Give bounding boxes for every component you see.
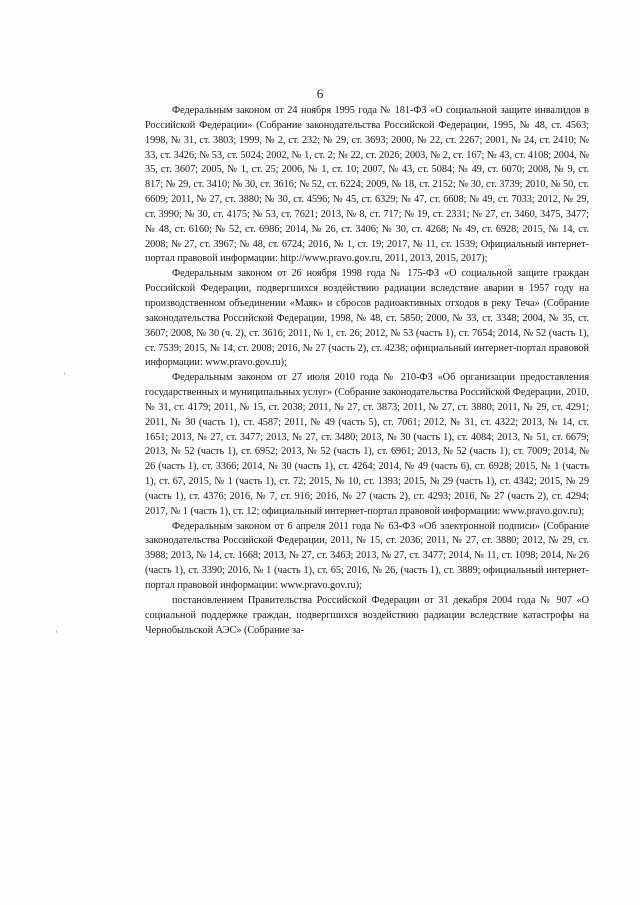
page-number: 6: [316, 86, 324, 101]
paragraph-law-175fz: Федеральным законом от 26 ноября 1998 года № 175-ФЗ «О социальной защите граждан Российской Федерации, подвергшихся воздействию радиации вследствие аварии в 1957 году на производственном объединении «Маяк» и сбросов радиоактивных отходов в реку Теча» (Собрание законодательства Российской Федерации, 1998, № 48, ст. 5850; 2000, № 33, ст. 3348; 2004, № 35, ст. 3607; 2008, № 30 (ч. 2), ст. 3616; 2011, № 1, ст. 26; 2012, № 53 (часть 1), ст. 7654; 2014, № 52 (часть 1), ст. 7539; 2015, № 14, ст. 2008; 2016, № 27 (часть 2), ст. 4238; официальный интернет-портал правовой информации: www.pravo.gov.ru);: [145, 268, 589, 369]
paragraph-decree-907: постановлением Правительства Российской Федерации от 31 декабря 2004 года № 907 «О социальной поддержке граждан, подвергшихся воздействию радиации вследствие катастрофы на Чернобыльской АЭС» (Собрание за-: [145, 594, 589, 636]
document-body: [145, 104, 589, 638]
scan-artifact-mark: ': [56, 629, 58, 639]
paragraph-law-63fz: Федеральным законом от 6 апреля 2011 года № 63-ФЗ «Об электронной подписи» (Собрание законодательства Российской Федерации, 2011, № 15, ст. 2036; 2011, № 27, ст. 3880; 2012, № 29, ст. 3988; 2013, № 14, ст. 1668; 2013, № 27, ст. 3463; 2013, № 27, ст. 3477; 2014, № 11, ст. 1098; 2014, № 26 (часть 1), ст. 3390; 2016, № 1 (часть 1), ст. 65; 2016, № 26, (часть 1), ст. 3889; официальный интернет-портал правовой информации: www.pravo.gov.ru);: [145, 520, 589, 591]
paragraph-law-210fz: Федеральным законом от 27 июля 2010 года № 210-ФЗ «Об организации предоставления государственных и муниципальных услуг» (Собрание законодательства Российской Федерации, 2010, № 31, ст. 4179; 2011, № 15, ст. 2038; 2011, № 27, ст. 3873; 2011, № 27, ст. 3880; 2011, № 29, ст. 4291; 2011, № 30 (часть 1), ст. 4587; 2011, № 49 (часть 5), ст. 7061; 2012, № 31, ст. 4322; 2013, № 14, ст. 1651; 2013, № 27, ст. 3477; 2013, № 27, ст. 3480; 2013, № 30 (часть 1), ст. 4084; 2013, № 51, ст. 6679; 2013, № 52 (часть 1), ст. 6952; 2013, № 52 (часть 1), ст. 6961; 2013, № 52 (часть 1), ст. 7009; 2014, № 26 (часть 1), ст. 3366; 2014, № 30 (часть 1), ст. 4264; 2014, № 49 (часть 6), ст. 6928; 2015, № 1 (часть 1), ст. 67, 2015, № 1 (часть 1), ст. 72; 2015, № 10, ст. 1393; 2015, № 29 (часть 1), ст. 4342; 2015, № 29 (часть 1), ст. 4376; 2016, № 7, ст. 916; 2016, № 27 (часть 2), ст. 4293; 2016, № 27 (часть 2), ст. 4294; 2017, № 1 (часть 1), ст. 12; официальный интернет-портал правовой информации: www.pravo.gov.ru);: [145, 372, 589, 517]
scan-artifact-mark: ': [64, 371, 66, 381]
paragraph-law-181fz: Федеральным законом от 24 ноября 1995 года № 181-ФЗ «О социальной защите инвалидов в Российской Федерации» (Собрание законодательства Российской Федерации, 1995, № 48, ст. 4563; 1998, № 31, ст. 3803; 1999, № 2, ст. 232; № 29, ст. 3693; 2000, № 22, ст. 2267; 2001, № 24, ст. 2410; № 33, ст. 3426; № 53, ст. 5024; 2002, № 1, ст. 2; № 22, ст. 2026; 2003, № 2, ст. 167; № 43, ст. 4108; 2004, № 35, ст. 3607; 2005, № 1, ст. 25; 2006, № 1, ст. 10; 2007, № 43, ст. 5084; № 49, ст. 6070; 2008, № 9, ст. 817; № 29, ст. 3410; № 30, ст. 3616; № 52, ст. 6224; 2009, № 18, ст. 2152; № 30, ст. 3739; 2010, № 50, ст. 6609; 2011, № 27, ст. 3880; № 30, ст. 4596; № 45, ст. 6329; № 47, ст. 6608; № 49, ст. 7033; 2012, № 29, ст. 3990; № 30, ст. 4175; № 53, ст. 7621; 2013, № 8, ст. 717; № 19, ст. 2331; № 27, ст. 3460, 3475, 3477; № 48, ст. 6160; № 52, ст. 6986; 2014, № 26, ст. 3406; № 30, ст. 4268; № 49, ст. 6928; 2015, № 14, ст. 2008; № 27, ст. 3967; № 48, ст. 6724; 2016, № 1, ст. 19; 2017, № 11, ст. 1539; Официальный интернет-портал правовой информации: http://www.pravo.gov.ru, 2011, 2013, 2015, 2017);: [145, 105, 589, 265]
